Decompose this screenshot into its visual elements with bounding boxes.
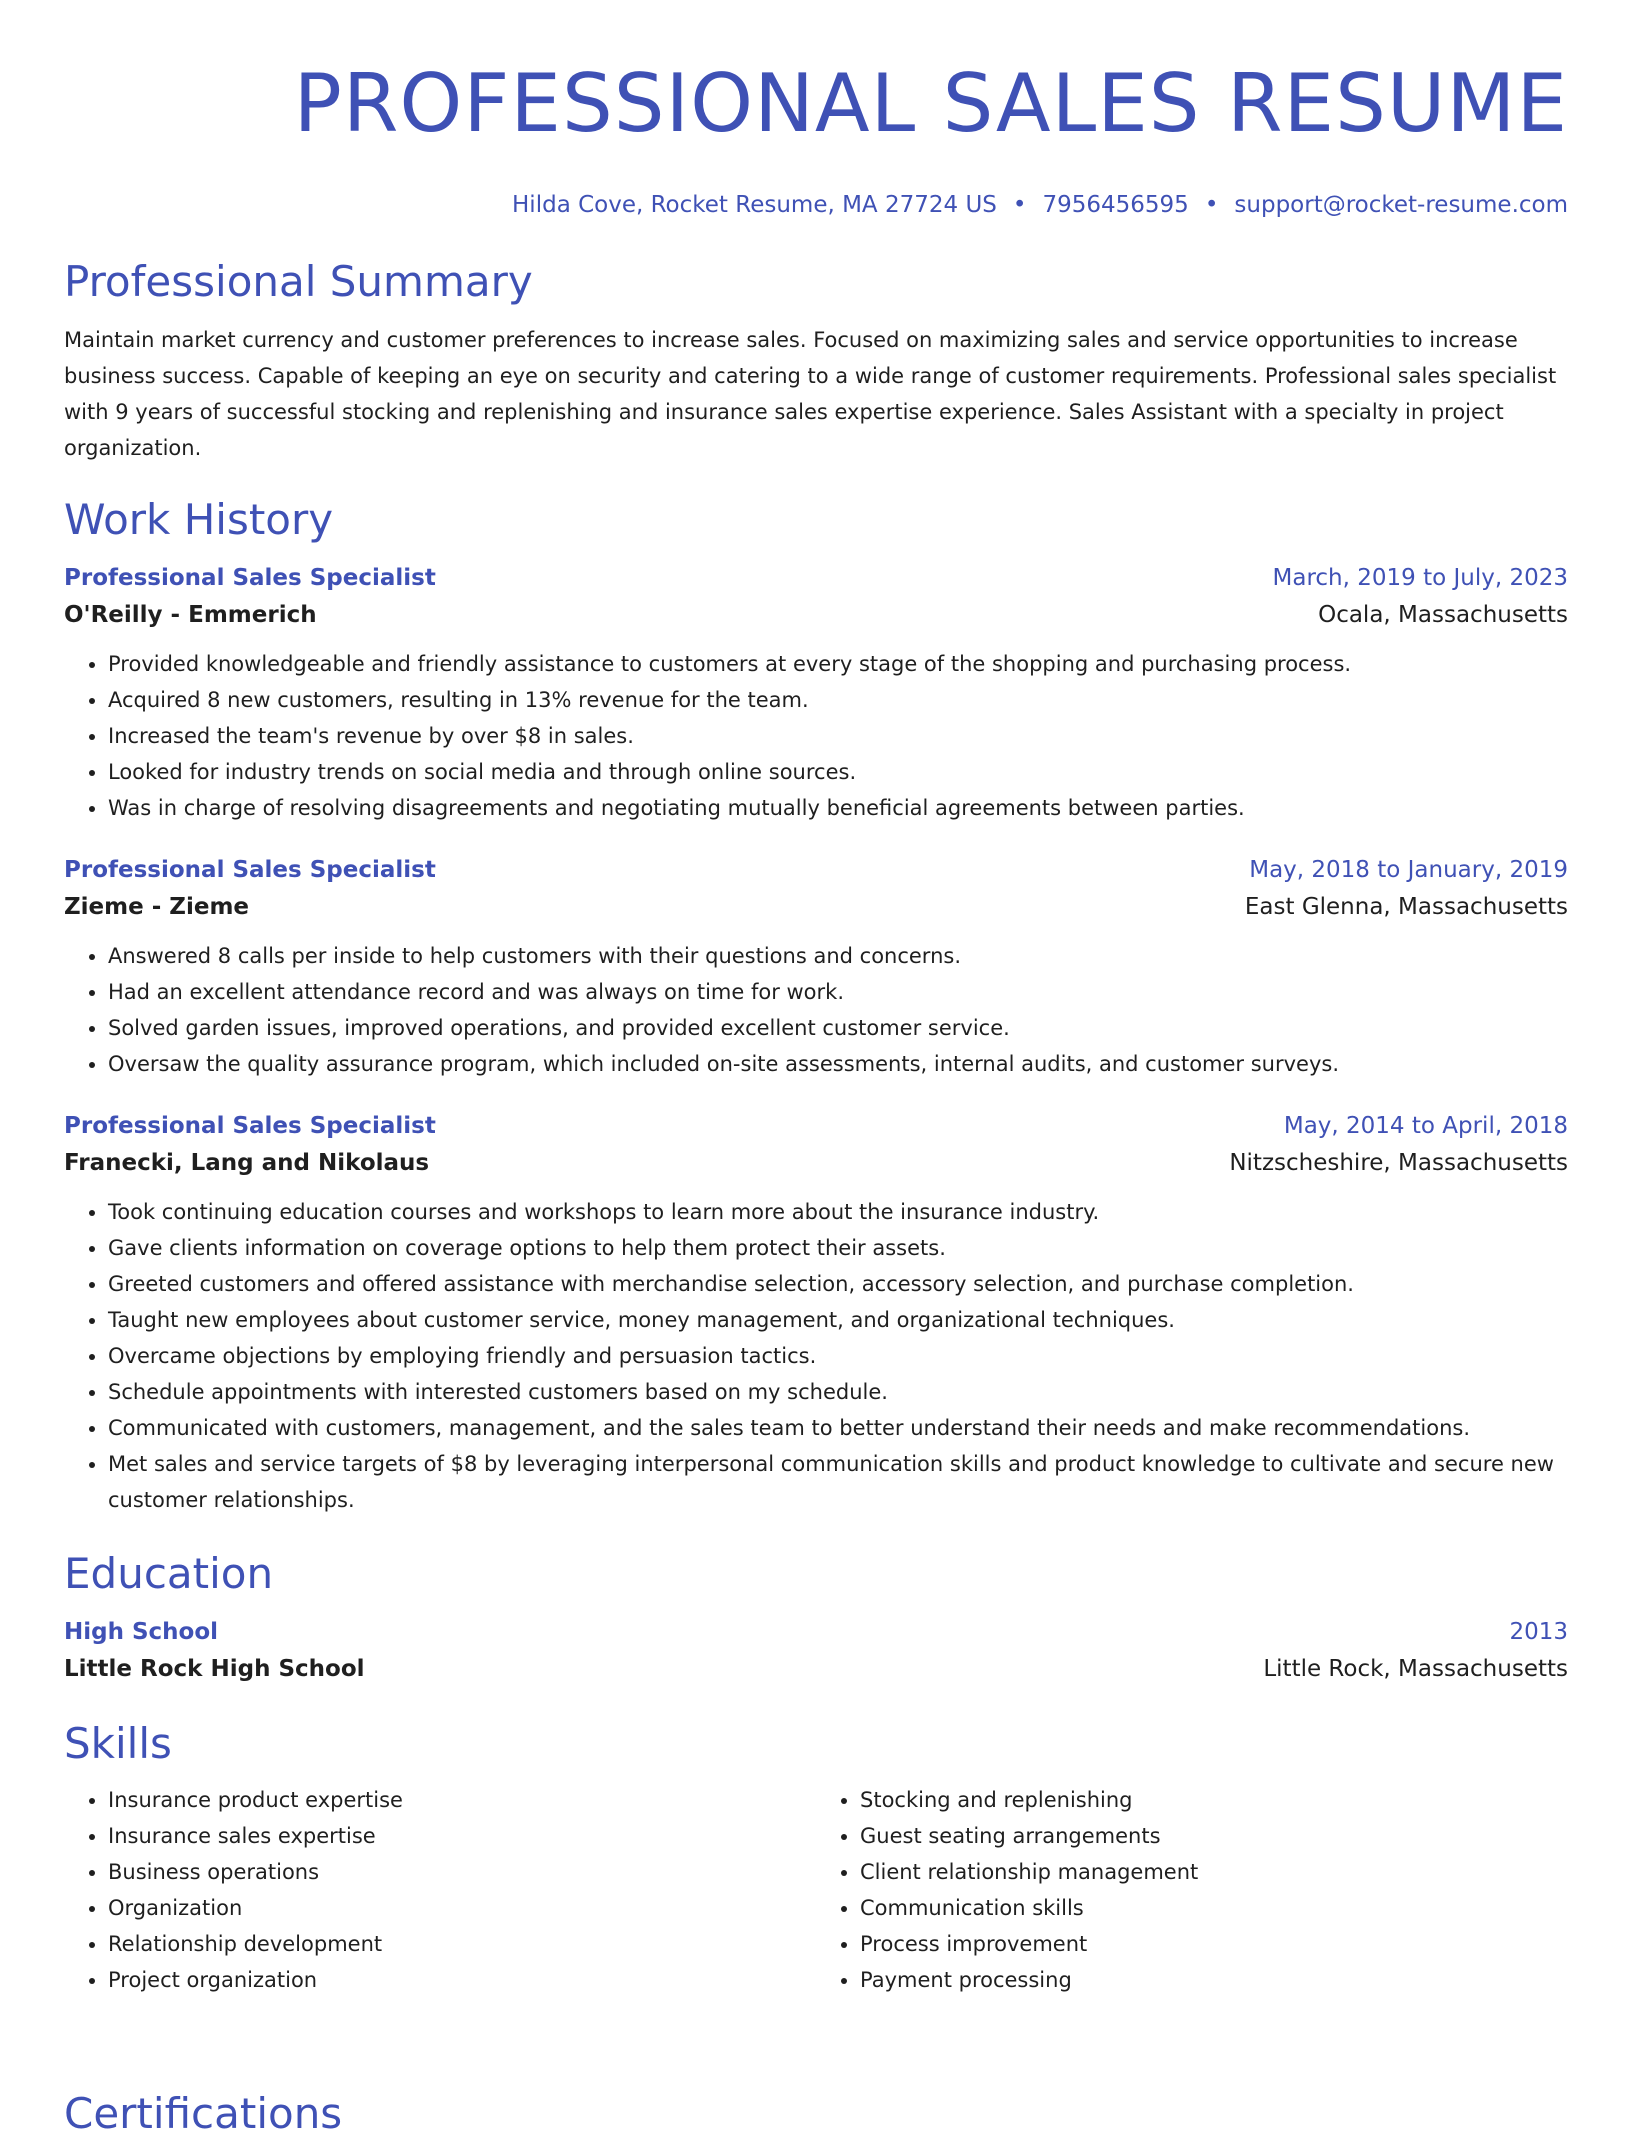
contact-phone: 7956456595	[1042, 192, 1189, 218]
job-bullet: • Greeted customers and offered assistance with merchandise selection, accessory selection, and purchase completion.	[108, 1266, 1568, 1302]
job-bullet: • Provided knowledgeable and friendly assistance to customers at every stage of the shopping and purchasing process.	[108, 646, 1568, 682]
job-bullet: • Taught new employees about customer service, money management, and organizational techniques.	[108, 1302, 1568, 1338]
job-bullet: • Answered 8 calls per inside to help customers with their questions and concerns.	[108, 938, 1568, 974]
job-bullet: • Met sales and service targets of $8 by leveraging interpersonal communication skills and product knowledge to cultivate and secure new customer relationships.	[108, 1446, 1568, 1518]
skill-item: • Communication skills	[860, 1890, 1568, 1926]
skill-item: • Relationship development	[108, 1926, 816, 1962]
education-heading: Education	[64, 1549, 274, 1598]
job-company: Franecki, Lang and Nikolaus	[64, 1150, 430, 1176]
job-bullet: • Looked for industry trends on social media and through online sources.	[108, 754, 1568, 790]
skill-item: • Guest seating arrangements	[860, 1818, 1568, 1854]
skills-list-right	[816, 1782, 1568, 1998]
skill-item: • Stocking and replenishing	[860, 1782, 1568, 1818]
skill-item: • Insurance product expertise	[108, 1782, 816, 1818]
job-dates: March, 2019 to July, 2023	[1272, 565, 1568, 591]
job-company: O'Reilly - Emmerich	[64, 602, 317, 628]
education-degree: High School	[64, 1619, 219, 1645]
skill-item: • Business operations	[108, 1854, 816, 1890]
next-section-heading: Certifications	[64, 2089, 343, 2138]
education-school-row	[64, 1650, 1568, 1688]
job-header-row	[64, 560, 1568, 596]
contact-line	[64, 190, 1568, 220]
education-header-row	[64, 1614, 1568, 1650]
education-location: Little Rock, Massachusetts	[1263, 1656, 1568, 1682]
job-bullet: • Increased the team's revenue by over $8 in sales.	[108, 718, 1568, 754]
contact-address: Hilda Cove, Rocket Resume, MA 27724 US	[512, 192, 997, 218]
job-bullet: • Schedule appointments with interested customers based on my schedule.	[108, 1374, 1568, 1410]
skill-item: • Payment processing	[860, 1962, 1568, 1998]
job-location: Nitzscheshire, Massachusetts	[1229, 1150, 1568, 1176]
job-header-row	[64, 852, 1568, 888]
summary-text: Maintain market currency and customer preferences to increase sales. Focused on maximizing sales and service opportunities to increase business success. Capable of keeping an eye on security and catering to a wide range of customer requirements. Professional sales specialist with 9 years of successful stocking and replenishing and insurance sales expertise experience. Sales Assistant with a specialty in project organization.	[64, 328, 1557, 460]
job-header-row	[64, 1108, 1568, 1144]
job-company-row	[64, 888, 1568, 926]
job-bullet: • Was in charge of resolving disagreements and negotiating mutually beneficial agreements between parties.	[108, 790, 1568, 826]
job-bullet: • Solved garden issues, improved operations, and provided excellent customer service.	[108, 1010, 1568, 1046]
work-history-heading: Work History	[64, 495, 334, 544]
job-company-row	[64, 596, 1568, 634]
summary-heading: Professional Summary	[64, 257, 533, 306]
job-bullet: • Oversaw the quality assurance program, which included on-site assessments, internal audits, and customer surveys.	[108, 1046, 1568, 1082]
job-bullet: • Acquired 8 new customers, resulting in 13% revenue for the team.	[108, 682, 1568, 718]
job-bullet: • Gave clients information on coverage options to help them protect their assets.	[108, 1230, 1568, 1266]
education-entry	[64, 1614, 1568, 1688]
job-role: Professional Sales Specialist	[64, 857, 436, 883]
education-school: Little Rock High School	[64, 1656, 365, 1682]
skill-item: • Process improvement	[860, 1926, 1568, 1962]
skill-item: • Organization	[108, 1890, 816, 1926]
education-year: 2013	[1509, 1619, 1568, 1645]
job-bullets	[64, 646, 1568, 826]
skill-item: • Client relationship management	[860, 1854, 1568, 1890]
job-company-row	[64, 1144, 1568, 1182]
contact-email[interactable]: support@rocket-resume.com	[1234, 192, 1568, 218]
job-location: Ocala, Massachusetts	[1318, 602, 1568, 628]
job-dates: May, 2018 to January, 2019	[1249, 857, 1568, 883]
job-bullet: • Overcame objections by employing friendly and persuasion tactics.	[108, 1338, 1568, 1374]
skills-grid	[64, 1782, 1568, 1998]
job-location: East Glenna, Massachusetts	[1244, 894, 1568, 920]
job-entry	[64, 852, 1568, 1082]
job-bullets	[64, 1194, 1568, 1518]
skills-heading: Skills	[64, 1719, 172, 1768]
skills-list-left	[64, 1782, 816, 1998]
job-role: Professional Sales Specialist	[64, 1113, 436, 1139]
job-bullet: • Took continuing education courses and workshops to learn more about the insurance industry.	[108, 1194, 1568, 1230]
job-role: Professional Sales Specialist	[64, 565, 436, 591]
job-bullet: • Communicated with customers, management, and the sales team to better understand their needs and make recommendations.	[108, 1410, 1568, 1446]
contact-separator: •	[1012, 192, 1027, 218]
job-company: Zieme - Zieme	[64, 894, 250, 920]
job-bullets	[64, 938, 1568, 1082]
resume-title: PROFESSIONAL SALES RESUME	[293, 57, 1568, 150]
job-entry	[64, 1108, 1568, 1518]
contact-separator: •	[1204, 192, 1219, 218]
skill-item: • Project organization	[108, 1962, 816, 1998]
job-entry	[64, 560, 1568, 826]
job-bullet: • Had an excellent attendance record and was always on time for work.	[108, 974, 1568, 1010]
job-dates: May, 2014 to April, 2018	[1283, 1113, 1568, 1139]
skill-item: • Insurance sales expertise	[108, 1818, 816, 1854]
